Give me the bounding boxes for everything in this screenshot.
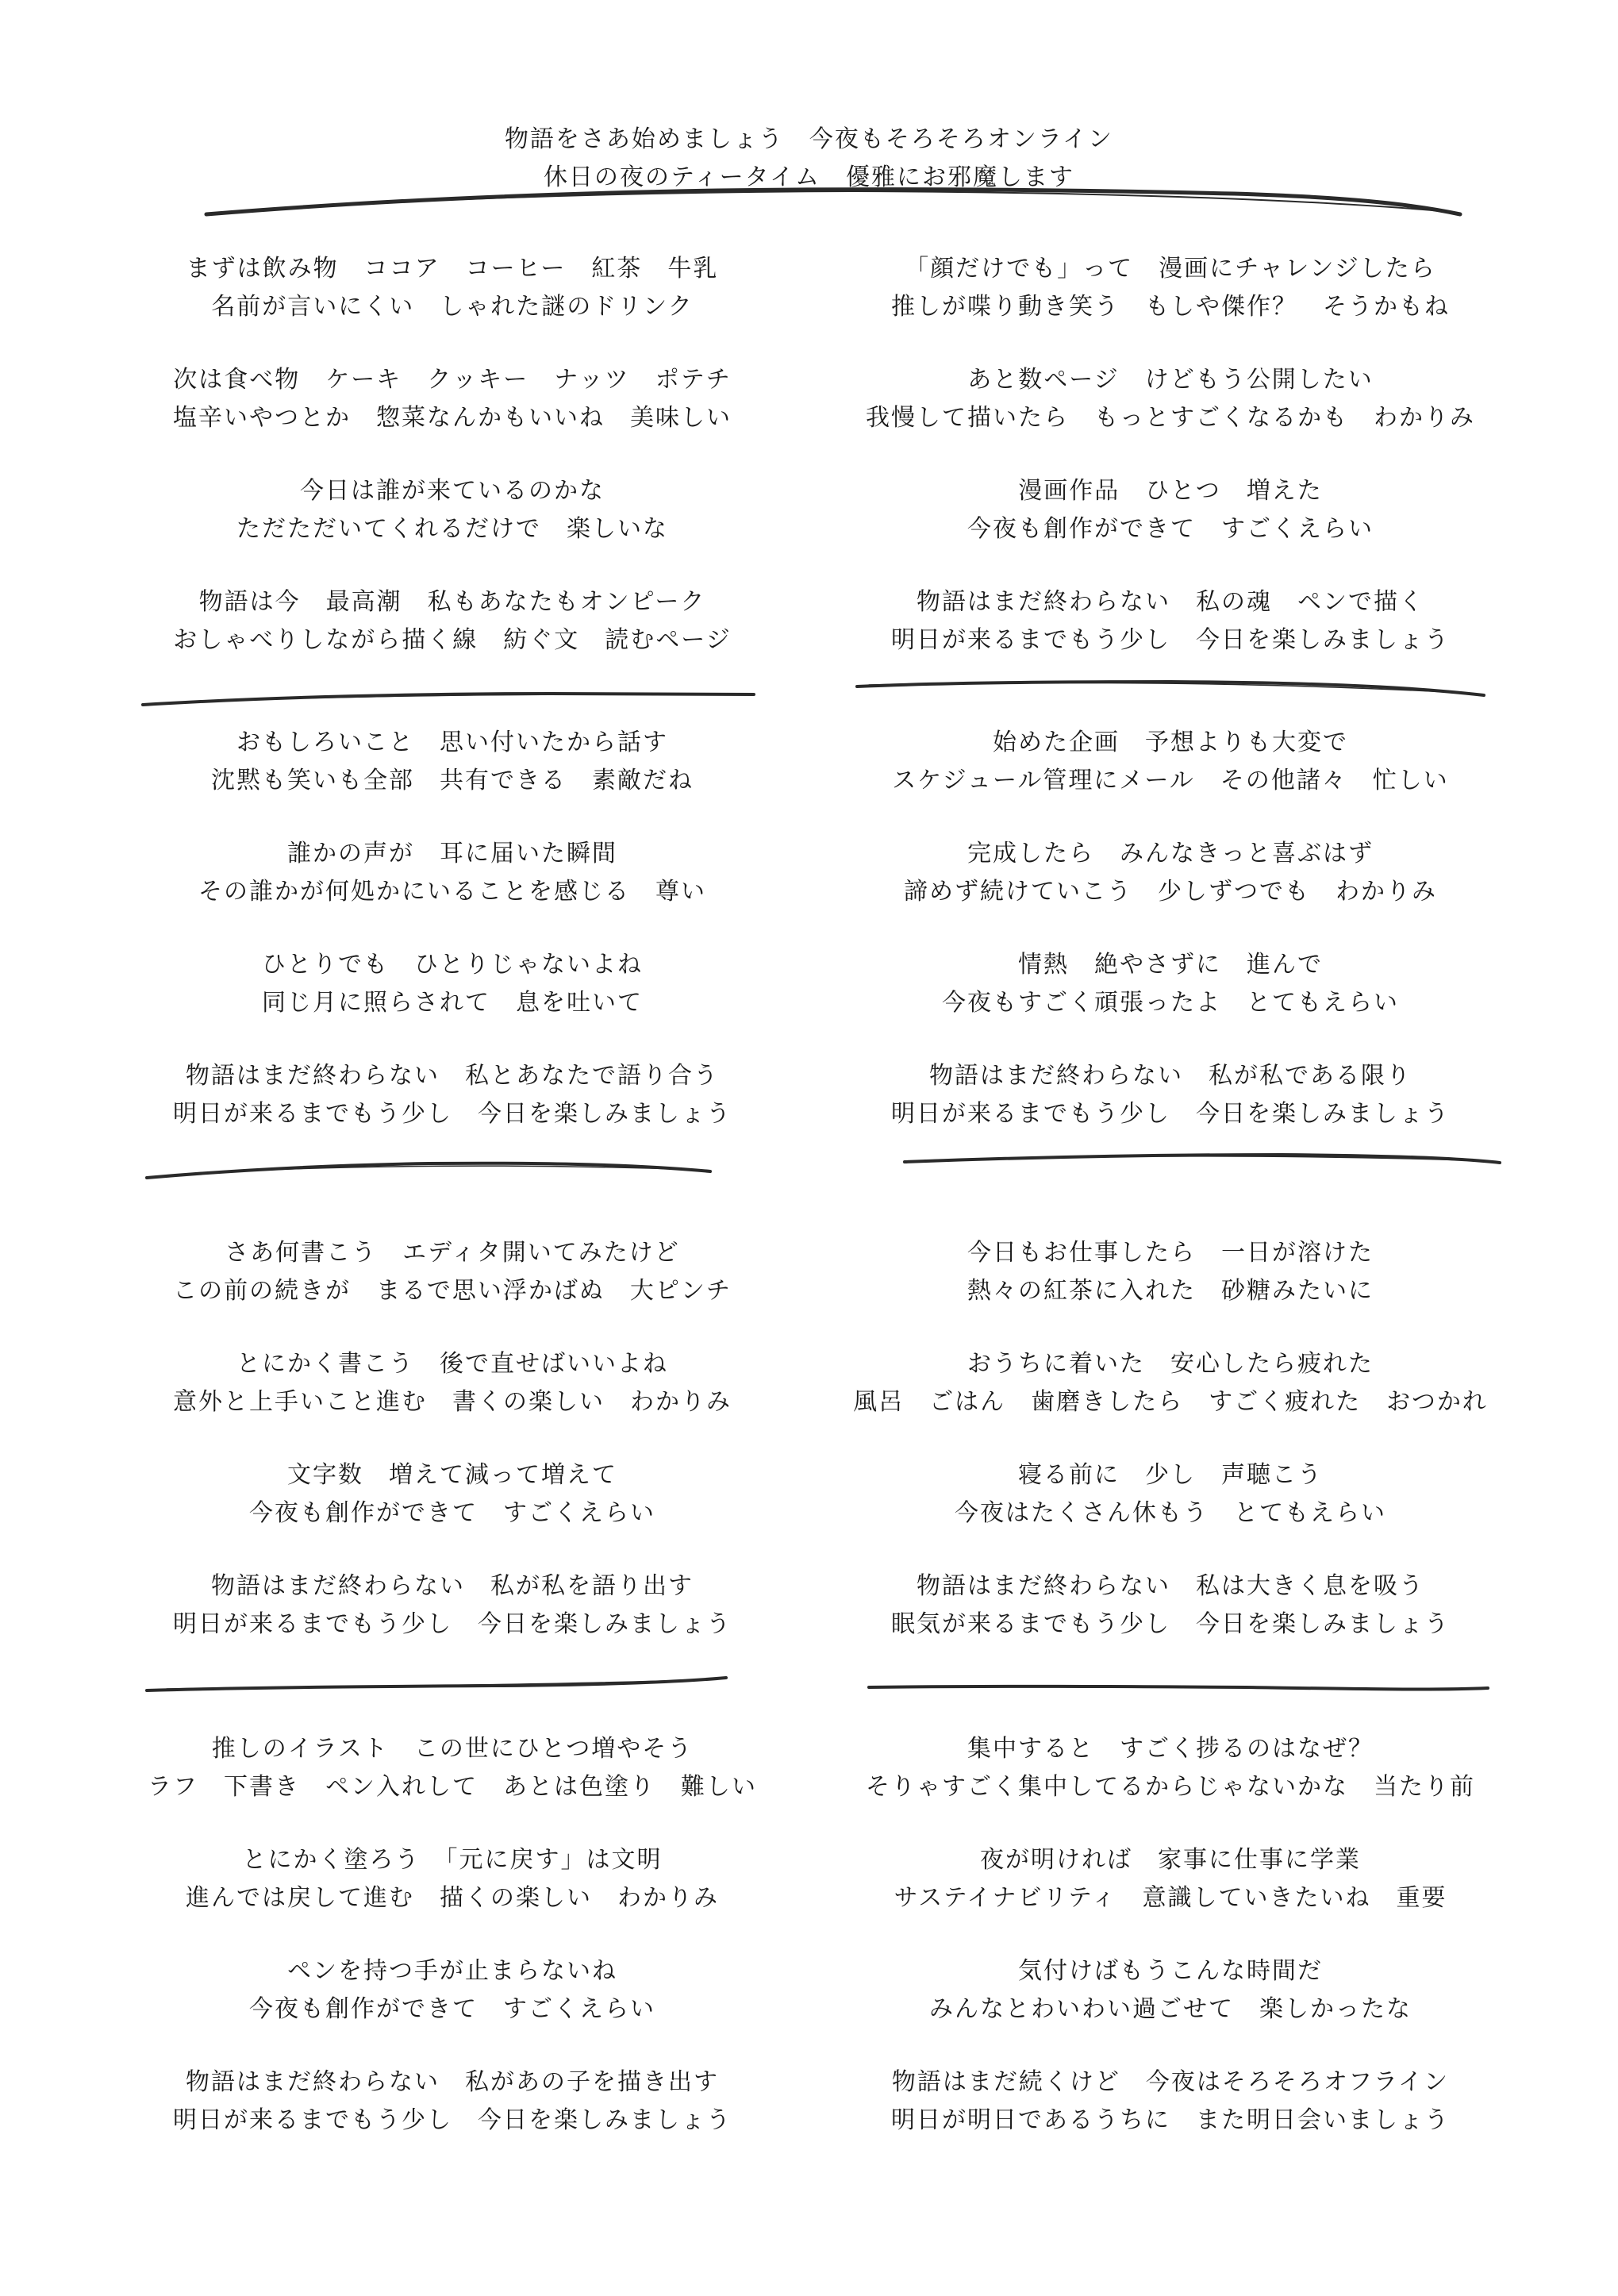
stanza [797, 472, 1543, 548]
section-divider-left-1 [139, 687, 758, 711]
lyric-line: 物語はまだ終わらない 私が私である限り [929, 1062, 1412, 1090]
lyric-line: 物語はまだ終わらない 私は大きく息を吸う [917, 1572, 1424, 1600]
lyric-line: 今日は誰が来ているのかな [300, 477, 605, 505]
stanza [797, 2063, 1543, 2140]
lyric-line: 寝る前に 少し 声聴こう [1018, 1461, 1323, 1489]
section-divider-left-3 [143, 1673, 730, 1701]
lyric-line: 明日が来るまでもう少し 今日を楽しみましょう [173, 1100, 732, 1128]
lyric-line: とにかく塗ろう 「元に戻す」は文明 [242, 1846, 663, 1874]
lyric-line: 漫画作品 ひとつ 増えた [1018, 477, 1323, 505]
stanza [797, 946, 1543, 1022]
header-divider [202, 183, 1464, 222]
stanza [79, 583, 825, 660]
lyric-line: 推しのイラスト この世にひとつ増やそう [211, 1735, 694, 1763]
lyric-line: 夜が明ければ 家事に仕事に学業 [980, 1846, 1361, 1874]
lyric-line: 物語はまだ終わらない 私の魂 ペンで描く [917, 588, 1424, 616]
stanza [797, 1234, 1543, 1310]
stanza [79, 835, 825, 911]
lyric-line: 情熱 絶やさずに 進んで [1018, 951, 1323, 979]
lyric-line: 意外と上手いこと進む 書くの楽しい わかりみ [173, 1388, 732, 1416]
lyric-line: 名前が言いにくい しゃれた謎のドリンク [211, 293, 694, 321]
lyric-line: 明日が来るまでもう少し 今日を楽しみましょう [891, 626, 1450, 654]
lyric-line: 物語は今 最高潮 私もあなたもオンピーク [198, 588, 706, 616]
stanza [797, 1730, 1543, 1806]
stanza [79, 1841, 825, 1917]
stanza [79, 1567, 825, 1644]
lyric-line: 物語はまだ続くけど 今夜はそろそろオフライン [891, 2068, 1450, 2096]
stanza [79, 1234, 825, 1310]
lyric-line: 今日もお仕事したら 一日が溶けた [967, 1239, 1374, 1267]
stanza [79, 1952, 825, 2029]
lyric-line: 誰かの声が 耳に届いた瞬間 [287, 840, 617, 867]
lyric-line: 沈黙も笑いも全部 共有できる 素敵だね [211, 767, 694, 794]
stanza [79, 724, 825, 800]
lyric-line: 我慢して描いたら もっとすごくなるかも わかりみ [866, 404, 1475, 432]
lyric-line: 集中すると すごく捗るのはなぜ？ [967, 1735, 1374, 1763]
lyric-line: 完成したら みんなきっと喜ぶはず [967, 840, 1374, 867]
stanza [797, 1841, 1543, 1917]
lyric-line: 物語はまだ終わらない 私が私を語り出す [211, 1572, 694, 1600]
stanza [797, 835, 1543, 911]
lyric-line: 今夜もすごく頑張ったよ とてもえらい [942, 989, 1399, 1017]
stanza [797, 1952, 1543, 2029]
lyric-line: 推しが喋り動き笑う もしや傑作？ そうかもね [891, 293, 1450, 321]
lyric-line: まずは飲み物 ココア コーヒー 紅茶 牛乳 [186, 255, 719, 283]
lyric-line: ペンを持つ手が止まらないね [287, 1957, 617, 1985]
stanza [79, 2063, 825, 2140]
lyric-line: 明日が来るまでもう少し 今日を楽しみましょう [173, 2106, 732, 2134]
lyric-line: さあ何書こう エディタ開いてみたけど [225, 1239, 680, 1267]
header-line: 休日の夜のティータイム 優雅にお邪魔します [544, 163, 1074, 191]
lyric-line: 今夜も創作ができて すごくえらい [249, 1995, 655, 2023]
lyric-line: とにかく書こう 後で直せばいいよね [236, 1350, 668, 1378]
stanza [797, 1567, 1543, 1644]
lyric-line: 「顔だけでも」って 漫画にチャレンジしたら [905, 255, 1436, 283]
lyric-line: 今夜も創作ができて すごくえらい [967, 515, 1374, 543]
lyric-line: スケジュール管理にメール その他諸々 忙しい [892, 767, 1449, 794]
lyric-line: 気付けばもうこんな時間だ [1018, 1957, 1323, 1985]
lyric-line: 明日が来るまでもう少し 今日を楽しみましょう [891, 1100, 1450, 1128]
stanza [797, 583, 1543, 660]
lyric-line: 同じ月に照らされて 息を吐いて [262, 989, 643, 1017]
section-divider-right-1 [853, 673, 1488, 701]
section-divider-left-2 [143, 1156, 714, 1183]
lyric-line: 塩辛いやつとか 惣菜なんかもいいね 美味しい [173, 404, 732, 432]
lyric-line: ひとりでも ひとりじゃないよね [262, 951, 643, 979]
header-line: 物語をさあ始めましょう 今夜もそろそろオンライン [504, 125, 1114, 153]
stanza [797, 1456, 1543, 1533]
lyric-line: 次は食べ物 ケーキ クッキー ナッツ ポテチ [173, 366, 732, 394]
stanza [79, 250, 825, 326]
lyric-line: 諦めず続けていこう 少しずつでも わかりみ [904, 878, 1437, 906]
lyric-line: ただただいてくれるだけで 楽しいな [236, 515, 668, 543]
stanza [79, 1456, 825, 1533]
stanza [797, 250, 1543, 326]
lyric-line: 今夜も創作ができて すごくえらい [249, 1499, 655, 1527]
lyric-line: みんなとわいわい過ごせて 楽しかったな [929, 1995, 1412, 2023]
lyric-line: 進んでは戻して進む 描くの楽しい わかりみ [186, 1884, 719, 1912]
lyric-line: ラフ 下書き ペン入れして あとは色塗り 難しい [148, 1773, 757, 1801]
stanza [79, 472, 825, 548]
lyric-line: あと数ページ けどもう公開したい [967, 366, 1374, 394]
stanza [79, 1345, 825, 1421]
section-divider-right-3 [865, 1676, 1492, 1700]
lyric-line: 明日が来るまでもう少し 今日を楽しみましょう [173, 1610, 732, 1638]
stanza [797, 361, 1543, 437]
stanza [79, 1057, 825, 1133]
lyric-line: 熱々の紅茶に入れた 砂糖みたいに [967, 1277, 1374, 1305]
lyric-line: 文字数 増えて減って増えて [287, 1461, 617, 1489]
stanza [797, 1345, 1543, 1421]
section-divider-right-2 [901, 1148, 1504, 1171]
lyric-line: そりゃすごく集中してるからじゃないかな 当たり前 [866, 1773, 1475, 1801]
lyric-line: おしゃべりしながら描く線 紡ぐ文 読むページ [173, 626, 732, 654]
lyric-line: 眠気が来るまでもう少し 今日を楽しみましょう [891, 1610, 1450, 1638]
lyric-line: その誰かが何処かにいることを感じる 尊い [198, 878, 706, 906]
stanza [79, 1730, 825, 1806]
stanza [79, 361, 825, 437]
lyric-line: 始めた企画 予想よりも大変で [993, 729, 1348, 756]
stanza [79, 946, 825, 1022]
lyric-line: 風呂 ごはん 歯磨きしたら すごく疲れた おつかれ [853, 1388, 1488, 1416]
lyric-line: この前の続きが まるで思い浮かばぬ 大ピンチ [173, 1277, 732, 1305]
lyric-line: おもしろいこと 思い付いたから話す [236, 729, 668, 756]
stanza [797, 724, 1543, 800]
lyric-line: 物語はまだ終わらない 私があの子を描き出す [186, 2068, 719, 2096]
lyric-line: おうちに着いた 安心したら疲れた [967, 1350, 1374, 1378]
lyric-line: 今夜はたくさん休もう とてもえらい [955, 1499, 1386, 1527]
stanza [797, 1057, 1543, 1133]
lyric-line: 明日が明日であるうちに また明日会いましょう [891, 2106, 1450, 2134]
lyric-line: 物語はまだ終わらない 私とあなたで語り合う [186, 1062, 719, 1090]
lyric-line: サステイナビリティ 意識していきたいね 重要 [894, 1884, 1447, 1912]
